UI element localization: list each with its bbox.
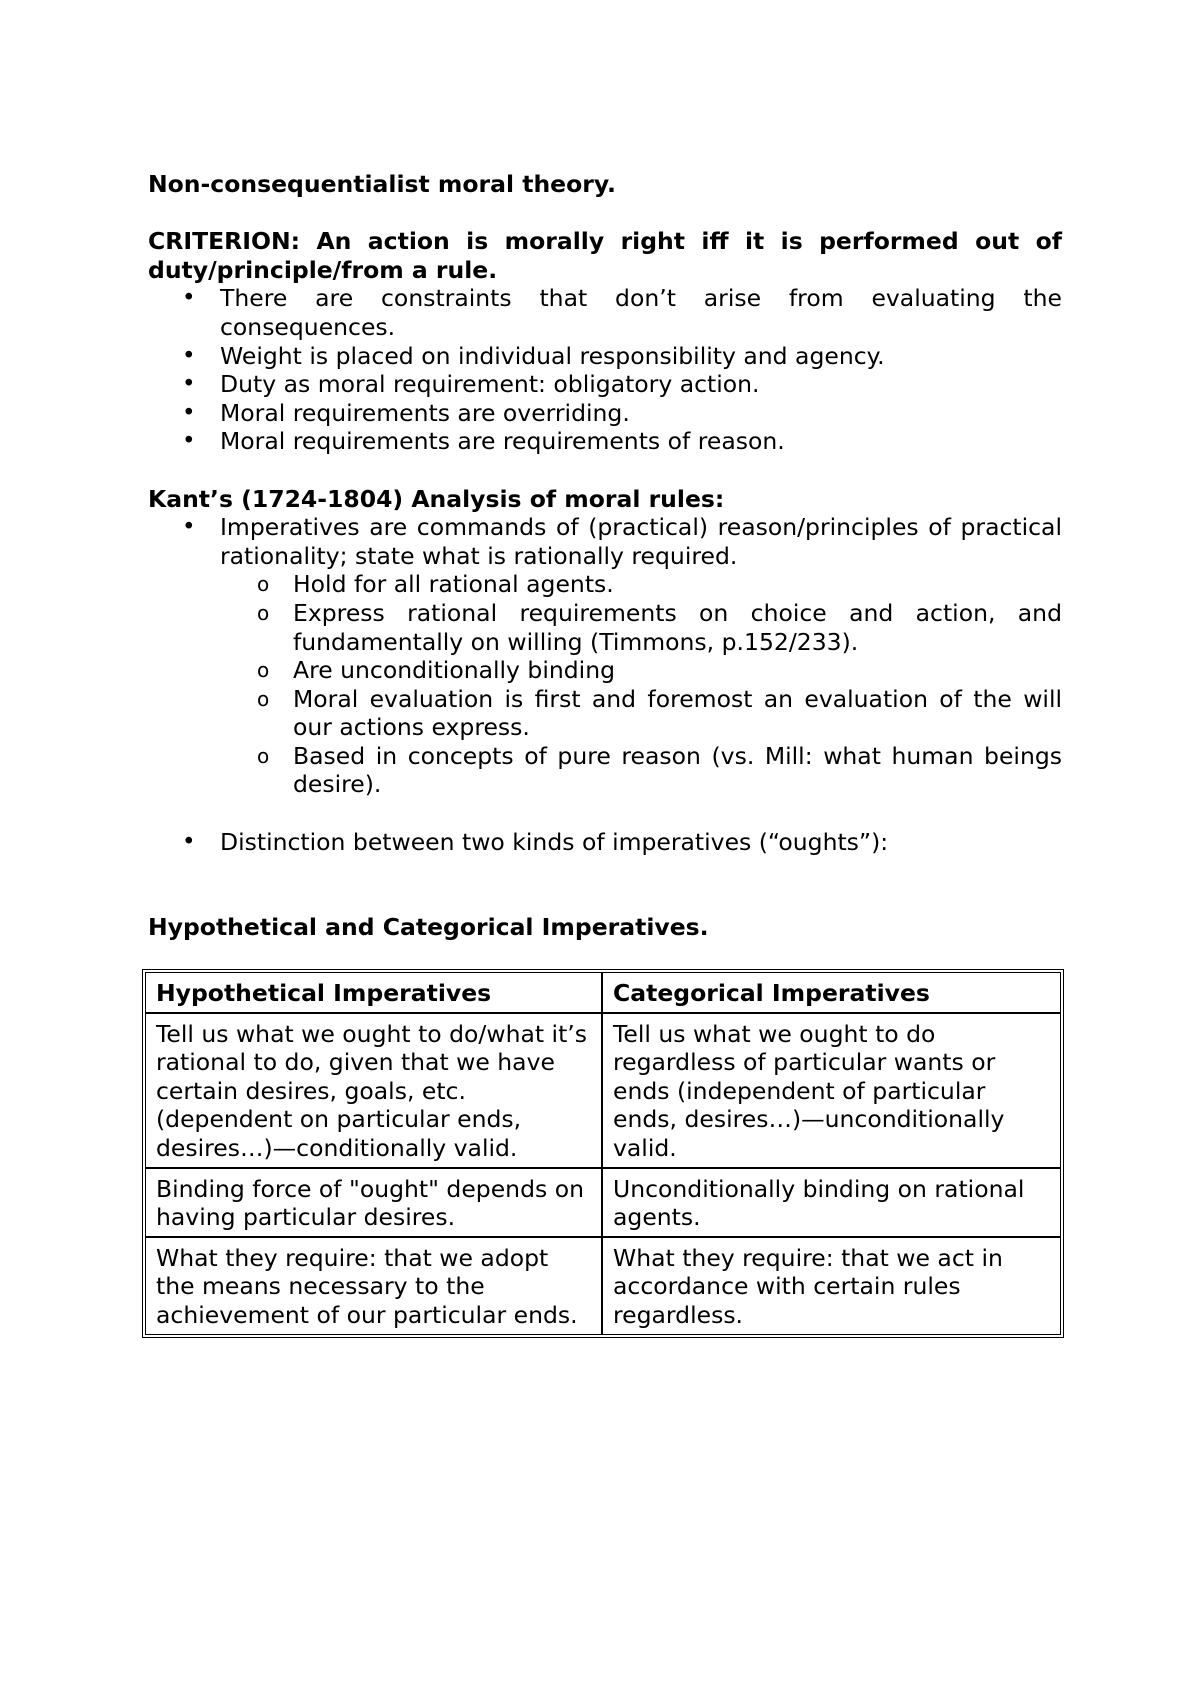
criterion-statement: CRITERION: An action is morally right iff it is performed out of duty/principle/from a rule.: [148, 227, 1062, 284]
sub-list-item: o Moral evaluation is first and foremost an evaluation of the will our actions express.: [220, 685, 1062, 742]
column-header-categorical: Categorical Imperatives: [603, 973, 1060, 1014]
sub-list-item: o Are unconditionally binding: [220, 656, 1062, 685]
table-row: [146, 1169, 1060, 1238]
kant-bullet-list: [148, 513, 1062, 799]
table-row: [146, 1238, 1060, 1334]
list-item: [148, 513, 1062, 799]
table-cell: Binding force of "ought" depends on having particular desires.: [146, 1169, 603, 1238]
table-header-row: [146, 973, 1060, 1014]
list-item: • There are constraints that don’t arise from evaluating the consequences.: [148, 284, 1062, 341]
column-header-hypothetical: Hypothetical Imperatives: [146, 973, 603, 1014]
imperatives-table: [142, 969, 1064, 1338]
list-item: • Moral requirements are requirements of reason.: [148, 427, 1062, 456]
kant-heading: Kant’s (1724-1804) Analysis of moral rules:: [148, 484, 725, 513]
table-cell: Tell us what we ought to do regardless of particular wants or ends (independent of particular ends, desires…)—unconditionally valid.: [603, 1014, 1060, 1169]
kant-sub-list: [148, 570, 1062, 799]
table-cell: Unconditionally binding on rational agents.: [603, 1169, 1060, 1238]
list-item: • Distinction between two kinds of imperatives (“oughts”):: [148, 828, 1062, 857]
table-cell: What they require: that we adopt the means necessary to the achievement of our particular ends.: [146, 1238, 603, 1334]
list-item: • Moral requirements are overriding.: [148, 399, 1062, 428]
document-page: [148, 170, 1062, 1338]
distinction-bullet-list: [148, 828, 1062, 857]
list-item: • Duty as moral requirement: obligatory action.: [148, 370, 1062, 399]
table-heading: Hypothetical and Categorical Imperatives.: [148, 913, 709, 942]
table-cell: What they require: that we act in accordance with certain rules regardless.: [613, 1243, 1003, 1329]
kant-bullet-text: Imperatives are commands of (practical) reason/principles of practical rationality; state what is rationally required.: [220, 513, 1062, 570]
table-row: [146, 1014, 1060, 1169]
list-item: • Weight is placed on individual responsibility and agency.: [148, 342, 1062, 371]
document-title: Non-consequentialist moral theory.: [148, 170, 616, 198]
table-cell: Tell us what we ought to do/what it’s rational to do, given that we have certain desires, goals, etc. (dependent on particular ends, desires…)—conditionally valid.: [146, 1014, 603, 1169]
sub-list-item: o Express rational requirements on choice and action, and fundamentally on willing (Timmons, p.152/233).: [220, 599, 1062, 656]
sub-list-item: o Based in concepts of pure reason (vs. Mill: what human beings desire).: [220, 742, 1062, 799]
sub-list-item: o Hold for all rational agents.: [220, 570, 1062, 599]
criterion-bullet-list: [148, 284, 1062, 456]
